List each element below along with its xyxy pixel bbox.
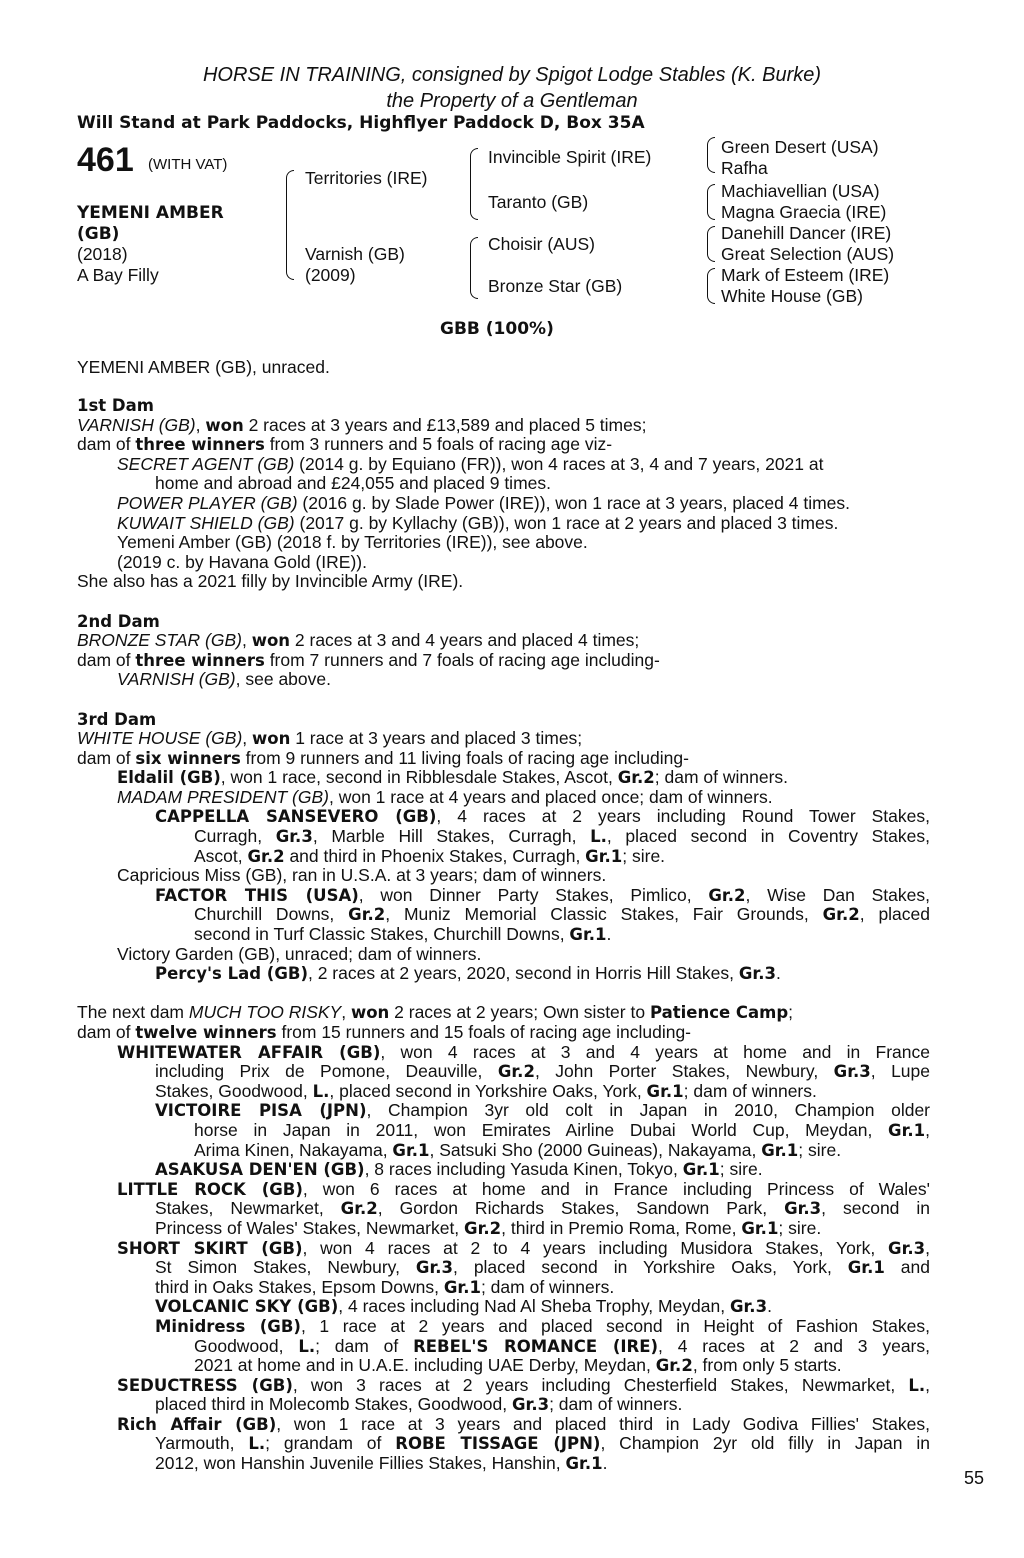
text: , John Porter Stakes, Newbury, <box>534 1061 834 1082</box>
text: St Simon Stakes, Newbury, <box>155 1257 416 1278</box>
text: , 2 races at 2 years, 2020, second in Horris Hill Stakes, <box>307 963 739 984</box>
text: ; sire. <box>798 1139 842 1160</box>
text: Goodwood, <box>194 1335 299 1356</box>
produce-name: MADAM PRESIDENT (GB) <box>117 786 329 807</box>
produce-name: Minidress (GB) <box>155 1316 301 1336</box>
dam-year: (2009) <box>305 265 356 285</box>
text: , won Dinner Party Stakes, Pimlico, <box>358 884 709 905</box>
grade: Gr.1 <box>741 1218 779 1238</box>
listed: L. <box>312 1081 330 1101</box>
text: , Champion 3yr old colt in Japan in 2010, Champion older <box>366 1100 930 1121</box>
text: 2012, won Hanshin Juvenile Fillies Stakes, Hanshin, <box>155 1453 566 1474</box>
stand-location: Will Stand at Park Paddocks, Highflyer Paddock D, Box 35A <box>77 113 645 133</box>
lot-number: 461 <box>77 141 134 179</box>
text: , Lupe <box>870 1061 930 1082</box>
ancestor: Magna Graecia (IRE) <box>721 202 887 222</box>
produce-name: CAPPELLA SANSEVERO (GB) <box>155 807 437 827</box>
produce-entry: Victory Garden (GB), unraced; dam of winners. <box>117 943 482 964</box>
listed: L. <box>298 1336 316 1356</box>
text: , third in Premio Roma, Rome, <box>501 1217 742 1238</box>
pedigree-brace <box>707 268 715 304</box>
text: ; dam of <box>315 1335 414 1356</box>
listed: L. <box>248 1434 266 1454</box>
relative-name: ROBE TISSAGE (JPN) <box>395 1434 601 1454</box>
grade: Gr.2 <box>348 905 386 925</box>
text: , <box>925 1374 931 1395</box>
section-heading: 2nd Dam <box>77 611 160 631</box>
produce-record: 1st Dam VARNISH (GB), won 2 races at 3 years and £13,589 and placed 5 times; dam of three winners from 3 runners and 5 foals of racing age viz- SECRET AGENT (GB) (2014 g. by Equiano (FR)), won 4 races at 3, 4 and 7 years, 2021 at home and abroad and £24,055 and placed 9 times. POWER PLAYER (GB) (2016 g. by Slade Power (IRE)), won 1 race at 3 years, placed 4 times. KUWAIT SHIELD (GB) (2017 g. by Kyllachy (GB)), won 1 race at 2 years and placed 3 times. Yemeni Amber (GB) (2018 f. by Territories (IRE)), see above. (2019 c. by Havana Gold (IRE)). She also has a 2021 filly by Invincible Army (IRE). 2nd Dam BRONZE STAR (GB), won 2 races at 3 and 4 years and placed 4 times; dam of three winners from 7 runners and 7 foals of racing age including- VARNISH (GB), see above. 3rd Dam WHITE HOUSE (GB), won 1 race at 3 years and placed 3 times; dam of six winners from 9 runners and 11 living foals of racing age including- Eldalil (GB), won 1 race, second in Ribblesdale Stakes, Ascot, Gr.2; dam of winners. MADAM PRESIDENT (GB), won 1 race at 4 years and placed once; dam of winners. CAPPELLA SANSEVERO (GB), 4 races at 2 years including Round Tower Stakes, Curragh, Gr.3, Marble Hill Stakes, Curragh, L., placed second in Coventry Stakes, Ascot, Gr.2 and third in Phoenix Stakes, Curragh, Gr.1; sire. Capricious Miss (GB), ran in U.S.A. at 3 years; dam of winners. FACTOR THIS (USA), won Dinner Party Stakes, Pimlico, Gr.2, Wise Dan Stakes, Churchill Downs, Gr.2, Muniz Memorial Classic Stakes, Fair Grounds, Gr.2, placed second in Turf Classic Stakes, Churchill Downs, Gr.1. Victory Garden (GB), unraced; dam of winners. Percy's Lad (GB), 2 races at 2 years, 2020, second in Horris Hill Stakes, Gr.3. The next dam MUCH TOO RISKY, won 2 races at 2 years; Own sister to Patience Camp; dam of twelve winners from 15 runners and 15 foals of racing age including- WHITEWATER AFFAIR (GB), won 4 races at 3 and 4 years at home and in France including Prix de Pomone, Deauville, Gr.2, John Porter Stakes, Newbury, Gr.3, Lupe Stakes, Goodwood, L., placed second in Yorkshire Oaks, York, Gr.1; dam of winners. VICTOIRE PISA (JPN), Champion 3yr old colt in Japan in 2010, Champion older horse in Japan in 2011, won Emirates Airline Dubai World Cup, Meydan, Gr.1, Arima Kinen, Nakayama, Gr.1, Satsuki Sho (2000 Guineas), Nakayama, Gr.1; sire. ASAKUSA DEN'EN (GB), 8 races including Yasuda Kinen, Tokyo, Gr.1; sire. LITTLE ROCK (GB), won 6 races at home and in France including Princess of Wales' Stakes, Newmarket, Gr.2, Gordon Richards Stakes, Sandown Park, Gr.3, second in Princess of Wales' Stakes, Newmarket, Gr.2, third in Premio Roma, Rome, Gr.1; sire. SHORT SKIRT (GB), won 4 races at 2 to 4 years including Musidora Stakes, York, Gr.3, St Simon Stakes, Newbury, Gr.3, placed second in Yorkshire Oaks, York, Gr.1 and third in Oaks Stakes, Epsom Downs, Gr.1; dam of winners. VOLCANIC SKY (GB), 4 races including Nad Al Sheba Trophy, Meydan, Gr.3. Minidress (GB), 1 race at 2 years and placed second in Height of Fashion Stakes, Goodwood, L.; dam of REBEL'S ROMANCE (IRE), 4 races at 2 and 3 years, 2021 at home and in U.A.E. including UAE Derby, Meydan, Gr.2, from only 5 starts. SEDUCTRESS (GB), won 3 races at 2 years including Chesterfield Stakes, Newmarket, L., placed third in Molecomb Stakes, Goodwood, Gr.3; dam of winners. Rich Affair (GB), won 1 race at 3 years and placed third in Lady Godiva Fillies' Stakes, Yarmouth, L.; grandam of ROBE TISSAGE (JPN), Champion 2yr old filly in Japan in 2012, won Hanshin Juvenile Fillies Stakes, Hanshin, Gr.1. <box>77 396 931 1474</box>
text: horse in Japan in 2011, won Emirates Airline Dubai World Cup, Meydan, <box>194 1119 889 1140</box>
dam-sire: Choisir (AUS) <box>488 234 595 254</box>
produce-name: VICTOIRE PISA (JPN) <box>155 1101 367 1121</box>
winners-count: three winners <box>135 435 265 455</box>
text: from 7 runners and 7 foals of racing age including- <box>264 649 660 670</box>
text: ; sire. <box>778 1217 822 1238</box>
won-label: won <box>252 729 291 749</box>
horse-name: YEMENI AMBER <box>77 203 224 223</box>
won-label: won <box>350 1003 390 1023</box>
text: Stakes, Goodwood, <box>155 1080 313 1101</box>
grade: Gr.3 <box>415 1258 453 1278</box>
produce-name: POWER PLAYER (GB) <box>117 492 298 513</box>
grade: Gr.2 <box>247 846 285 866</box>
grade: Gr.2 <box>340 1199 378 1219</box>
text: , won 1 race at 4 years and placed once; dam of winners. <box>328 786 773 807</box>
text: dam of <box>77 649 136 670</box>
dam-name: WHITE HOUSE (GB) <box>77 728 243 749</box>
grade: Gr.1 <box>585 846 623 866</box>
record-text: 2 races at 3 years and £13,589 and placed 5 times; <box>243 414 647 435</box>
won-label: won <box>251 631 291 651</box>
grade: Gr.1 <box>888 1120 926 1140</box>
record-text: 1 race at 3 years and placed 3 times; <box>290 728 583 749</box>
text: 2 races at 2 years; Own sister to <box>389 1002 650 1023</box>
record-text: (2014 g. by Equiano (FR)), won 4 races at 3, 4 and 7 years, 2021 at <box>294 453 824 474</box>
text: , won 3 races at 2 years including Chesterfield Stakes, Newmarket, <box>292 1374 909 1395</box>
grade: Gr.3 <box>833 1062 871 1082</box>
produce-name: Rich Affair (GB) <box>117 1414 277 1434</box>
grade: Gr.3 <box>275 827 313 847</box>
text: , Wise Dan Stakes, <box>745 884 930 905</box>
text: , placed second in Coventry Stakes, <box>606 826 930 847</box>
text: ; dam of winners. <box>549 1394 683 1415</box>
grade: Gr.1 <box>565 1454 603 1474</box>
dam-name: VARNISH (GB) <box>77 414 196 435</box>
text: from 3 runners and 5 foals of racing age viz- <box>264 434 613 455</box>
text: . <box>767 1296 772 1317</box>
grade: Gr.1 <box>443 1277 481 1297</box>
grade: Gr.3 <box>512 1395 550 1415</box>
text: , Satsuki Sho (2000 Guineas), Nakayama, <box>429 1139 762 1160</box>
record-text: (2016 g. by Slade Power (IRE)), won 1 race at 3 years, placed 4 times. <box>297 492 851 513</box>
relative-name: REBEL'S ROMANCE (IRE) <box>413 1336 659 1356</box>
grade: Gr.3 <box>888 1238 926 1258</box>
text: Princess of Wales' Stakes, Newmarket, <box>155 1217 465 1238</box>
produce-name: Percy's Lad (GB) <box>155 964 308 984</box>
grade: Gr.3 <box>729 1297 768 1317</box>
sire-sire: Invincible Spirit (IRE) <box>488 147 652 167</box>
text: Yarmouth, <box>155 1433 249 1454</box>
won-label: won <box>205 415 244 435</box>
grade: Gr.1 <box>569 925 607 945</box>
text: , Gordon Richards Stakes, Sandown Park, <box>377 1198 785 1219</box>
ancestor: Mark of Esteem (IRE) <box>721 265 890 285</box>
text: The next dam <box>77 1002 189 1023</box>
grade: Gr.3 <box>784 1199 822 1219</box>
ancestor: White House (GB) <box>721 286 863 306</box>
produce-entry: She also has a 2021 filly by Invincible Army (IRE). <box>77 571 464 592</box>
property-line: the Property of a Gentleman <box>386 90 638 112</box>
pedigree-brace <box>707 137 715 173</box>
text: , see above. <box>235 669 331 690</box>
produce-name: VARNISH (GB) <box>117 669 236 690</box>
text: and <box>884 1257 930 1278</box>
produce-name: ASAKUSA DEN'EN (GB) <box>155 1160 365 1180</box>
pedigree-brace <box>470 148 478 220</box>
record-text: (2017 g. by Kyllachy (GB)), won 1 race at 2 years and placed 3 times. <box>294 512 839 533</box>
grade: Gr.1 <box>392 1140 430 1160</box>
produce-name: WHITEWATER AFFAIR (GB) <box>117 1042 381 1062</box>
text: and third in Phoenix Stakes, Curragh, <box>284 845 586 866</box>
produce-name: LITTLE ROCK (GB) <box>117 1179 303 1199</box>
ancestor: Rafha <box>721 158 768 178</box>
section-heading: 3rd Dam <box>77 709 157 729</box>
dam: Varnish (GB) <box>305 244 405 264</box>
text: Ascot, <box>194 845 248 866</box>
text: , <box>925 1119 930 1140</box>
text: , Champion 2yr old filly in Japan in <box>600 1433 931 1454</box>
text: , Muniz Memorial Classic Stakes, Fair Grounds, <box>385 904 823 925</box>
grade: Gr.1 <box>682 1160 720 1180</box>
text: dam of <box>77 434 136 455</box>
text: ; grandam of <box>265 1433 396 1454</box>
pedigree-brace <box>707 226 715 262</box>
text: third in Oaks Stakes, Epsom Downs, <box>155 1276 444 1297</box>
text: ; dam of winners. <box>683 1080 817 1101</box>
winners-count: twelve winners <box>135 1023 277 1042</box>
dam-dam: Bronze Star (GB) <box>488 276 623 296</box>
text: Arima Kinen, Nakayama, <box>194 1139 393 1160</box>
text: including Prix de Pomone, Deauville, <box>155 1061 498 1082</box>
text: , <box>341 1002 351 1023</box>
text: Curragh, <box>194 826 276 847</box>
ancestor: Green Desert (USA) <box>721 137 879 157</box>
sire: Territories (IRE) <box>305 168 428 188</box>
text: , won 1 race at 3 years and placed third in Lady Godiva Fillies' Stakes, <box>276 1413 930 1434</box>
catalogue-heading: HORSE IN TRAINING, consigned by Spigot Lodge Stables (K. Burke) <box>202 64 822 86</box>
listed: L. <box>908 1375 926 1395</box>
text: ; dam of winners. <box>480 1276 615 1297</box>
text: dam of <box>77 747 136 768</box>
dam-name: BRONZE STAR (GB) <box>77 630 242 651</box>
winners-count: six winners <box>135 748 241 768</box>
ancestor: Machiavellian (USA) <box>721 181 880 201</box>
text: ; sire. <box>622 845 666 866</box>
ancestor: Danehill Dancer (IRE) <box>721 223 892 243</box>
pedigree-brace <box>286 170 294 280</box>
grade: Gr.1 <box>847 1258 885 1278</box>
text: , placed <box>859 904 931 925</box>
text: , <box>925 1237 930 1258</box>
grade: Gr.2 <box>617 768 655 788</box>
text: , 8 races including Yasuda Kinen, Tokyo, <box>364 1159 683 1180</box>
text: , won 4 races at 2 to 4 years including Musidora Stakes, York, <box>302 1237 889 1258</box>
grade: Gr.2 <box>464 1218 502 1238</box>
pedigree-brace <box>707 184 715 220</box>
text: , second in <box>821 1198 930 1219</box>
text: , placed second in Yorkshire Oaks, York, <box>453 1257 848 1278</box>
pedigree-brace <box>470 237 478 299</box>
page-number: 55 <box>963 1468 984 1488</box>
produce-entry: Yemeni Amber (GB) (2018 f. by Territories (IRE)), see above. <box>117 532 588 553</box>
text: , from only 5 starts. <box>692 1355 842 1376</box>
dam-name: MUCH TOO RISKY <box>188 1002 342 1023</box>
race-record: YEMENI AMBER (GB), unraced. <box>77 357 330 377</box>
grade: Gr.2 <box>497 1062 535 1082</box>
text: , placed second in Yorkshire Oaks, York, <box>329 1080 647 1101</box>
text: , Marble Hill Stakes, Curragh, <box>312 826 591 847</box>
produce-name: SECRET AGENT (GB) <box>117 453 295 474</box>
grade: Gr.2 <box>655 1356 693 1376</box>
text: 2021 at home and in U.A.E. including UAE Derby, Meydan, <box>194 1355 656 1376</box>
grade: Gr.3 <box>738 964 776 984</box>
grade: Gr.2 <box>708 885 746 905</box>
text: , 4 races at 2 years including Round Tower Stakes, <box>436 806 930 827</box>
produce-name: FACTOR THIS (USA) <box>155 885 359 905</box>
produce-name: Eldalil (GB) <box>117 768 221 788</box>
record-text: home and abroad and £24,055 and placed 9 times. <box>155 473 551 494</box>
text: ; sire. <box>719 1159 763 1180</box>
text: . <box>602 1453 608 1474</box>
text: , 4 races at 2 and 3 years, <box>658 1335 930 1356</box>
produce-name: SHORT SKIRT (GB) <box>117 1238 303 1258</box>
text: placed third in Molecomb Stakes, Goodwood, <box>155 1394 512 1415</box>
text: , 4 races including Nad Al Sheba Trophy, Meydan, <box>338 1296 730 1317</box>
grade: Gr.1 <box>761 1140 799 1160</box>
section-heading: 1st Dam <box>77 396 154 415</box>
text: ; <box>788 1002 794 1023</box>
text: from 9 runners and 11 living foals of racing age including- <box>240 747 689 768</box>
text: , 1 race at 2 years and placed second in Height of Fashion Stakes, <box>300 1315 930 1336</box>
vat-note: (WITH VAT) <box>148 156 228 173</box>
record-text: 2 races at 3 and 4 years and placed 4 times; <box>290 630 640 651</box>
produce-name: KUWAIT SHIELD (GB) <box>117 512 295 533</box>
grade: Gr.2 <box>822 905 860 925</box>
gbb-rating: GBB (100%) <box>440 319 554 339</box>
text: second in Turf Classic Stakes, Churchill Downs, <box>194 924 570 945</box>
text: . <box>775 963 781 984</box>
produce-entry: Capricious Miss (GB), ran in U.S.A. at 3 years; dam of winners. <box>117 865 607 886</box>
produce-name: VOLCANIC SKY (GB) <box>155 1297 339 1317</box>
text: , won 6 races at home and in France including Princess of Wales' <box>302 1178 930 1199</box>
winners-count: three winners <box>135 650 265 670</box>
horse-description: A Bay Filly <box>77 265 159 285</box>
grade: Gr.1 <box>646 1081 684 1101</box>
ancestor: Great Selection (AUS) <box>721 244 895 264</box>
relative-name: Patience Camp <box>649 1003 789 1023</box>
text: . <box>606 924 612 945</box>
text: ; dam of winners. <box>654 767 789 788</box>
text: , won 4 races at 3 and 4 years at home and in France <box>380 1041 931 1062</box>
text: Churchill Downs, <box>194 904 349 925</box>
horse-origin: (GB) <box>77 224 120 244</box>
text: , won 1 race, second in Ribblesdale Stakes, Ascot, <box>220 767 618 788</box>
text: Stakes, Newmarket, <box>155 1198 341 1219</box>
produce-name: SEDUCTRESS (GB) <box>117 1375 293 1395</box>
text: from 15 runners and 15 foals of racing age including- <box>276 1022 692 1042</box>
sire-dam: Taranto (GB) <box>488 192 589 212</box>
produce-entry: (2019 c. by Havana Gold (IRE)). <box>117 551 367 572</box>
foaling-year: (2018) <box>77 244 128 264</box>
listed: L. <box>590 827 607 847</box>
text: dam of <box>77 1022 136 1042</box>
